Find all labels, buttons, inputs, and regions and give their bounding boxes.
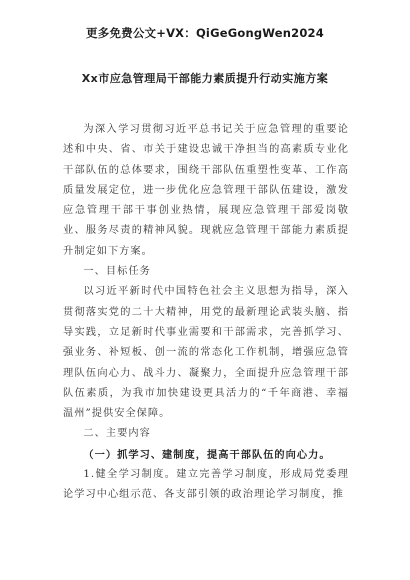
header-note: 更多免费公文+VX：QiGeGongWen2024 (86, 26, 324, 40)
section-heading-main-content: 二、主要内容 (83, 428, 151, 440)
document-title: Xx市应急管理局干部能力素质提升行动实施方案 (81, 72, 329, 85)
section-heading-goals: 一、目标任务 (83, 266, 151, 278)
intro-paragraph: 为深入学习贯彻习近平总书记关于应急管理的重要论述和中央、省、市关于建设忠诚干净担当的高素质专业化干部队伍的总体要求，围绕干部队伍重塑性变革、工作高质量发展定位，进一步优化应急管理干部队伍建设，激发应急管理干部干事创业热情，展现应急管理干部爱岗敬业、服务尽责的精神风貌。现就应急管理干部能力素质提升制定如下方案。 (63, 124, 349, 257)
subsection-heading-study: （一）抓学习、建制度，提高干部队伍的向心力。 (83, 448, 331, 461)
goals-paragraph: 以习近平新时代中国特色社会主义思想为指导，深入贯彻落实党的二十大精神，用党的最新理论武装头脑、指导实践，立足新时代事业需要和干部需求，完善抓学习、强业务、补短板、创一流的常态化工作机制，增强应急管理队伍向心力、战斗力、凝聚力，全面提升应急管理干部队伍素质，为我市加快建设更具活力的“千年商港、幸福温州”提供安全保障。 (63, 286, 349, 420)
item-study-system: 1.健全学习制度。建立完善学习制度，形成局党委理论学习中心组示范、各支部引领的政治理论学习制度，推 (63, 469, 349, 501)
document-body (63, 120, 349, 506)
